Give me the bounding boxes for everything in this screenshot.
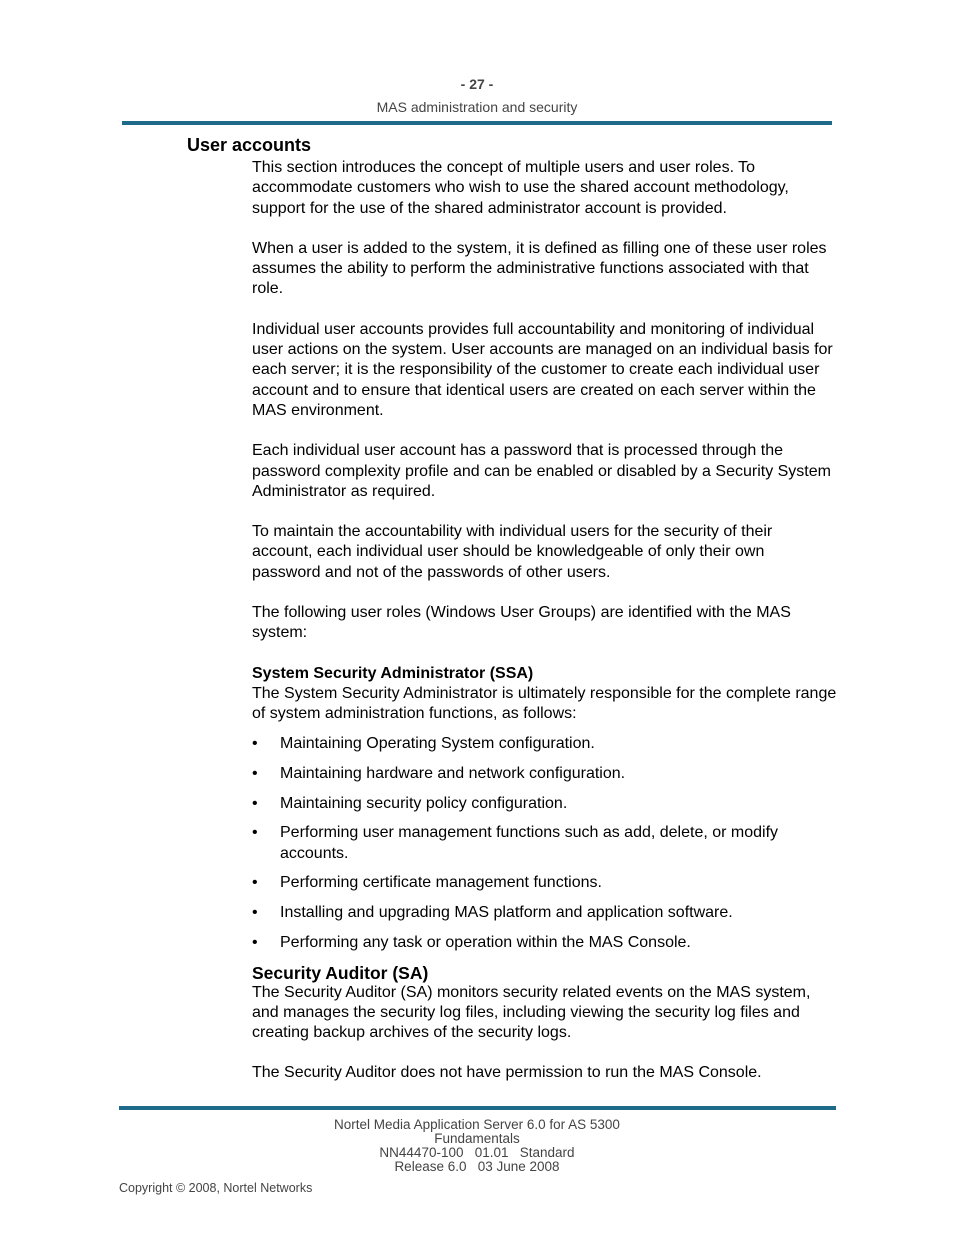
bullet-icon: • [252, 794, 258, 812]
paragraph: The Security Auditor (SA) monitors security related events on the MAS system, and manages the security log files, including viewing the security log files and creating backup archives of the security logs. [252, 983, 811, 1042]
bullet-icon: • [252, 764, 258, 782]
list-item [252, 734, 837, 755]
copyright: Copyright © 2008, Nortel Networks [119, 1181, 313, 1195]
bullet-icon: • [252, 735, 258, 753]
paragraph: To maintain the accountability with individual users for the security of their account, each individual user should be knowledgeable of only their own password and not of the passwords of other users. [252, 523, 773, 581]
paragraph: When a user is added to the system, it is defined as filling one of these user roles assumes the ability to perform the administrative functions associated with that role. [252, 239, 827, 298]
page-number: - 27 - [460, 76, 494, 92]
footer-release: Release 6.0 03 June 2008 [394, 1159, 560, 1174]
bullet-icon: • [252, 874, 258, 892]
ssa-intro: The System Security Administrator is ultimately responsible for the complete range of system administration functions, as follows: [252, 684, 837, 722]
list-item [252, 873, 837, 894]
paragraph: The Security Auditor does not have permission to run the MAS Console. [252, 1064, 762, 1082]
list-item-text: Maintaining hardware and network configuration. [280, 764, 626, 782]
list-item-text: Maintaining Operating System configuration. [280, 735, 595, 753]
paragraph: Individual user accounts provides full accountability and monitoring of individual user actions on the system. User accounts are managed on an individual basis for each server; it is the responsibility of the customer to create each individual user account and to ensure that identical users are created on each server within the MAS environment. [252, 320, 833, 419]
footer-doc-number: NN44470-100 01.01 Standard [379, 1145, 575, 1160]
ssa-bullet-list [252, 734, 837, 953]
list-item [252, 764, 837, 785]
list-item-text: Installing and upgrading MAS platform and application software. [280, 904, 733, 922]
running-head: MAS administration and security [376, 99, 578, 115]
list-item [252, 794, 837, 815]
sa-heading: Security Auditor (SA) [252, 962, 429, 983]
section-title: User accounts [187, 135, 312, 155]
header-rule [122, 121, 832, 125]
footer [0, 1118, 954, 1174]
body-content [252, 158, 837, 1104]
list-item [252, 903, 837, 924]
list-item [252, 933, 837, 954]
paragraph: Each individual user account has a password that is processed through the password complexity profile and can be enabled or disabled by a Security System Administrator as required. [252, 442, 831, 500]
list-item-text: Maintaining security policy configuration. [280, 794, 568, 812]
list-item-text: Performing any task or operation within the MAS Console. [280, 933, 691, 951]
bullet-icon: • [252, 933, 258, 951]
footer-rule [119, 1106, 836, 1110]
list-item-text: Performing certificate management functions. [280, 874, 602, 892]
paragraph: The following user roles (Windows User Groups) are identified with the MAS system: [252, 604, 791, 642]
bullet-icon: • [252, 824, 258, 842]
paragraph: This section introduces the concept of multiple users and user roles. To accommodate customers who wish to use the shared account methodology, support for the use of the shared administrator account is provided. [252, 159, 789, 217]
list-item-text: Performing user management functions such as add, delete, or modify accounts. [280, 824, 779, 862]
bullet-icon: • [252, 904, 258, 922]
list-item [252, 823, 837, 864]
footer-doc-title: Fundamentals [434, 1131, 520, 1146]
footer-product: Nortel Media Application Server 6.0 for AS 5300 [334, 1117, 620, 1132]
ssa-heading: System Security Administrator (SSA) [252, 664, 534, 682]
